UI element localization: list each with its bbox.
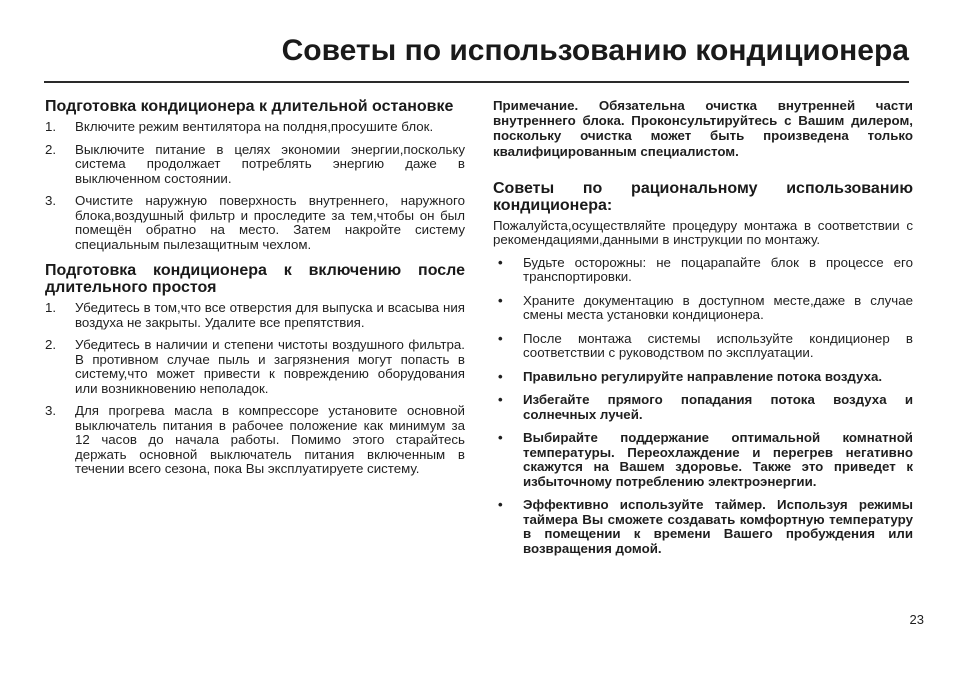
page-title: Советы по использованию кондиционера: [281, 34, 909, 67]
item-text: После монтажа системы используйте кондиционер в соответствии с руководством по эксплуатации.: [523, 330, 913, 361]
item-number: 3.: [45, 403, 57, 418]
item-text: Очистите наружную поверхность внутреннего, наружного блока,воздушный фильтр и проследите за тем,чтобы он был помещён обратно на место. Затем накройте систему специальным пылезащитным чехлом.: [75, 193, 465, 252]
note-paragraph: Примечание. Обязательна очистка внутренней части внутреннего блока. Проконсультируйтесь с Вашим дилером, поскольку очистка может быть произведена только квалифицированным специалистом.: [493, 98, 913, 159]
list-item: [45, 338, 465, 396]
item-text: Эффективно используйте таймер. Используя режимы таймера Вы сможете создавать комфортную температуру в помещении к времени Вашего пробуждения или возвращения домой.: [523, 497, 913, 556]
title-divider: [44, 81, 909, 83]
bullet-icon: •: [498, 497, 503, 513]
item-number: 1.: [45, 300, 57, 315]
list-item: [493, 256, 913, 285]
list-item: [493, 393, 913, 422]
section-heading-rational-use: Советы по рациональному использованию кондиционера:: [493, 179, 913, 214]
list-item: [45, 143, 465, 187]
list-item: [493, 294, 913, 323]
long-shutdown-steps: [45, 120, 465, 252]
item-text: Выключите питание в целях экономии энергии,поскольку система продолжает потреблять энергию даже в выключенном состоянии.: [75, 141, 465, 186]
restart-steps: [45, 301, 465, 477]
list-item: [45, 120, 465, 135]
item-text: Для прогрева масла в компрессоре установите основной выключатель питания в рабочее положение как минимум за 12 часов до начала работы. Помимо этого старайтесь держать основной выключатель питания включенным в течении всего сезона, пока Вы эксплуатируете систему.: [75, 403, 465, 476]
usage-tips: [493, 256, 913, 557]
list-item: [493, 431, 913, 489]
list-item: [45, 301, 465, 330]
bullet-icon: •: [498, 254, 503, 270]
section-heading-restart: Подготовка кондиционера к включению после длительного простоя: [45, 262, 465, 296]
list-item: [45, 194, 465, 252]
bullet-icon: •: [498, 368, 503, 384]
list-item: [45, 404, 465, 477]
list-item: [493, 498, 913, 556]
item-number: 1.: [45, 119, 57, 134]
item-text: Будьте осторожны: не поцарапайте блок в процессе его транспортировки.: [523, 254, 913, 285]
item-text: Убедитесь в том,что все отверстия для выпуска и всасыва ния воздуха не закрыты. Удалите все препятствия.: [75, 300, 465, 330]
bullet-icon: •: [498, 292, 503, 308]
item-text: Убедитесь в наличии и степени чистоты воздушного фильтра. В противном случае пыль и загрязнения могут попасть в систему,что может привести к повреждению оборудования или возникновению неполадок.: [75, 337, 465, 396]
item-number: 2.: [45, 337, 57, 352]
bullet-icon: •: [498, 330, 503, 346]
item-text: Избегайте прямого попадания потока воздуха и солнечных лучей.: [523, 392, 913, 422]
item-text: Правильно регулируйте направление потока воздуха.: [523, 368, 883, 384]
intro-paragraph: Пожалуйста,осуществляйте процедуру монтажа в соответствии с рекомендациями,данными в инструкции по монтажу.: [493, 217, 913, 248]
list-item: [493, 332, 913, 361]
bullet-icon: •: [498, 392, 503, 408]
item-text: Храните документацию в доступном месте,даже в случае смены места установки кондиционера.: [523, 292, 913, 323]
item-number: 3.: [45, 193, 57, 208]
right-column: [493, 98, 913, 565]
section-heading-long-shutdown: Подготовка кондиционера к длительной остановке: [45, 98, 454, 115]
item-text: Включите режим вентилятора на полдня,просушите блок.: [75, 119, 434, 134]
item-text: Выбирайте поддержание оптимальной комнатной температуры. Переохлаждение и перегрев негативно скажутся на Вашем здоровье. Также это приведет к избыточному потреблению электроэнергии.: [523, 430, 913, 489]
page-number: 23: [909, 612, 924, 627]
list-item: [493, 370, 913, 385]
item-number: 2.: [45, 141, 57, 157]
left-column: [45, 98, 465, 485]
bullet-icon: •: [498, 430, 503, 446]
